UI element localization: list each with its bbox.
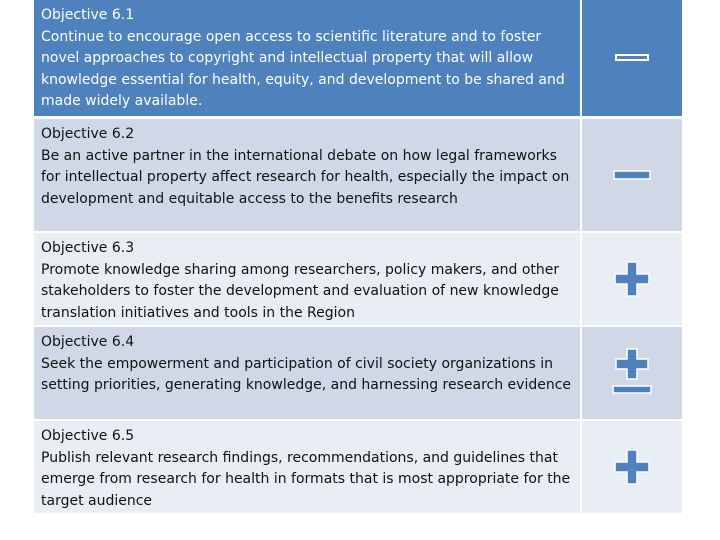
- rating-cell: [582, 119, 682, 231]
- objectives-table: [34, 0, 682, 515]
- objective-title: Objective 6.5: [41, 428, 135, 444]
- objective-description: Seek the empowerment and participation of civil society organizations in setting priorities, generating knowledge, and harnessing research evidence: [41, 355, 572, 393]
- objective-description: Publish relevant research findings, recommendations, and guidelines that emerge from research for health in formats that is most appropriate for the target audience: [41, 449, 571, 509]
- plus-icon: [612, 447, 652, 487]
- objective-cell: [34, 233, 582, 325]
- minus-icon: [612, 48, 652, 68]
- objective-description: Promote knowledge sharing among researchers, policy makers, and other stakeholders to foster the development and evaluation of new knowledge translation initiatives and tools in the Region: [41, 261, 560, 321]
- table-row: [34, 421, 682, 515]
- table-row: [34, 233, 682, 327]
- table-row: [34, 119, 682, 233]
- rating-cell: [582, 233, 682, 325]
- minus-icon: [612, 165, 652, 185]
- objective-title: Objective 6.2: [41, 126, 135, 142]
- objective-cell: [34, 421, 582, 513]
- objective-cell: [34, 119, 582, 231]
- table-row: [34, 327, 682, 421]
- objective-description: Continue to encourage open access to scientific literature and to foster novel approaches to copyright and intellectual property that will allow knowledge essential for health, equity, and development to be shared and made widely available.: [41, 28, 565, 109]
- objective-title: Objective 6.1: [41, 7, 135, 23]
- objective-title: Objective 6.3: [41, 240, 135, 256]
- objective-description: Be an active partner in the international debate on how legal frameworks for intellectual property affect research for health, especially the impact on development and equitable access to the benefits research: [41, 147, 570, 207]
- rating-cell: [582, 0, 682, 116]
- plus-icon: [612, 259, 652, 299]
- rating-cell: [582, 327, 682, 419]
- rating-cell: [582, 421, 682, 513]
- objective-cell: [34, 327, 582, 419]
- objective-cell: [34, 0, 582, 116]
- plus-minus-icon: [610, 345, 654, 401]
- table-row: [34, 0, 682, 119]
- objective-title: Objective 6.4: [41, 334, 135, 350]
